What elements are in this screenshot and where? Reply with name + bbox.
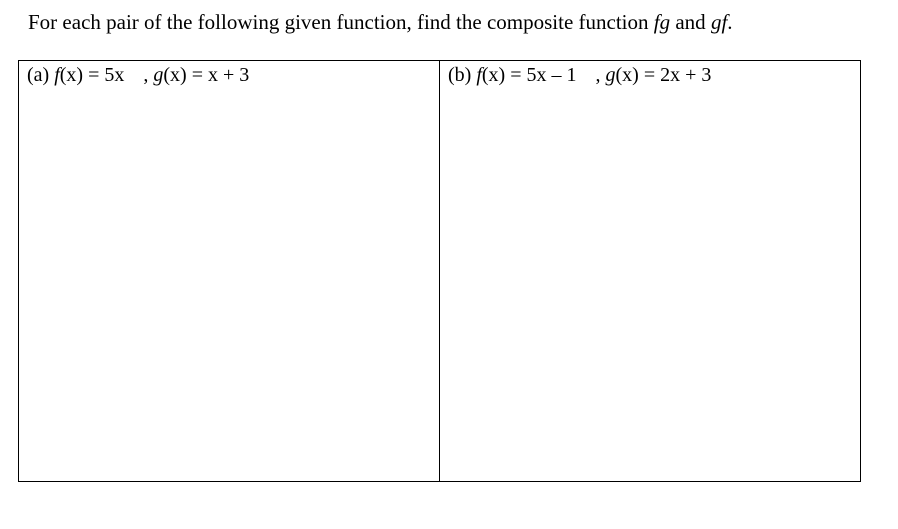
problem-b-statement <box>448 62 860 88</box>
and-word: and <box>675 10 706 34</box>
problem-a-statement <box>27 62 439 88</box>
problem-a-g-name: g <box>153 64 164 86</box>
problem-b-separator: , <box>595 64 601 86</box>
problem-a-f-name: f <box>54 64 60 86</box>
instruction-text <box>28 8 733 36</box>
problem-b-g-expression: (x) = 2x + 3 <box>615 64 712 86</box>
problem-b-label: (b) <box>448 64 472 86</box>
gf-symbol: gf <box>710 10 728 34</box>
problem-a-label: (a) <box>27 64 50 86</box>
problem-a-f-expression: (x) = 5x <box>59 64 125 86</box>
problem-b-g-name: g <box>605 64 616 86</box>
answer-cell-a[interactable] <box>19 61 440 482</box>
answer-cell-b[interactable] <box>440 61 861 482</box>
problem-a-separator: , <box>143 64 149 86</box>
problem-b-f-name: f <box>476 64 482 86</box>
instruction-period: . <box>727 10 733 34</box>
instruction-prefix: For each pair of the following given function, find the composite function <box>28 10 649 34</box>
problem-b-f-expression: (x) = 5x – 1 <box>481 64 577 86</box>
table-row <box>19 61 861 482</box>
fg-symbol: fg <box>653 10 671 34</box>
answer-table <box>18 60 861 482</box>
problem-a-g-expression: (x) = x + 3 <box>163 64 250 86</box>
